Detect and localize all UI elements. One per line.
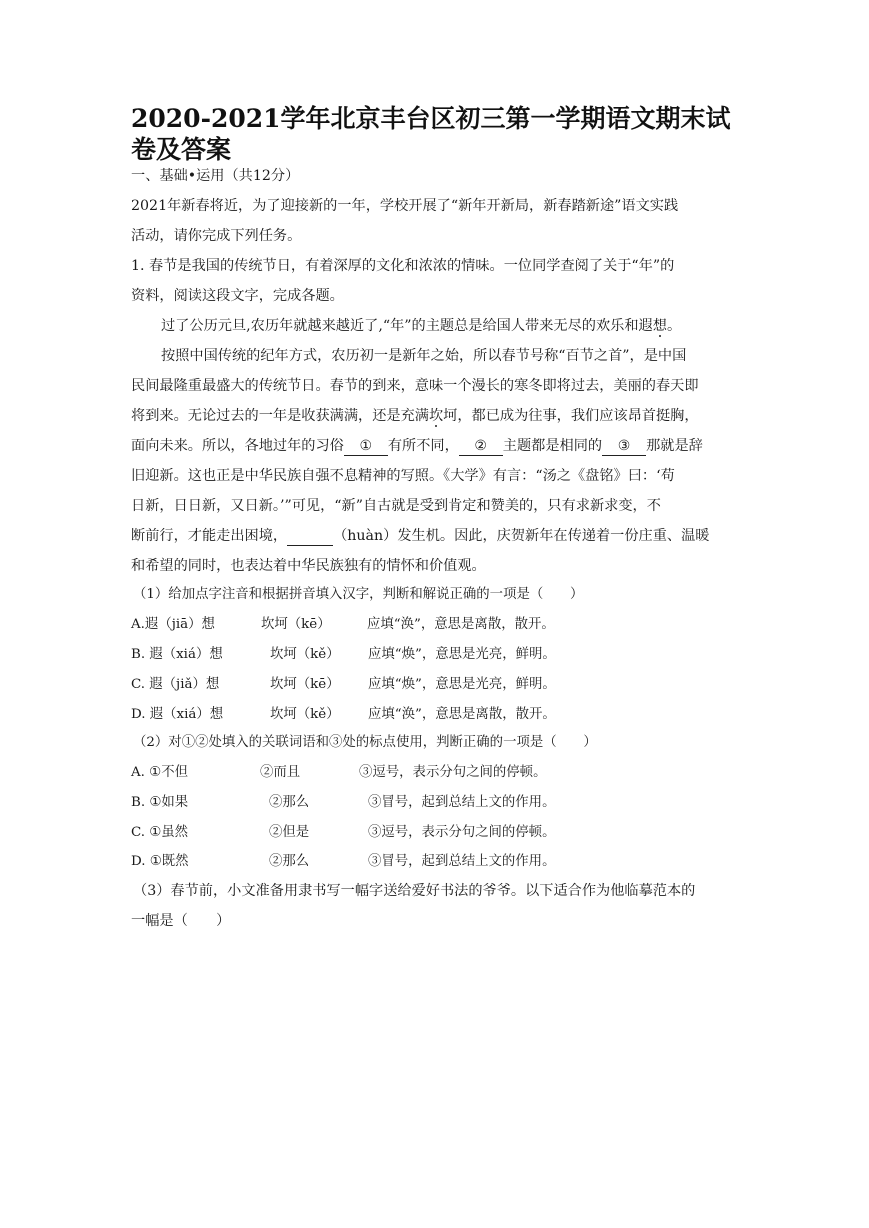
question-1-line-2: 资料，阅读这段文字，完成各题。	[131, 288, 344, 304]
emphasis-char: 想	[652, 318, 667, 334]
passage-line-4: 将到来。无论过去的一年是收获满满，还是充满坎坷，都已成为往事，我们应该昂首挺胸，	[131, 408, 699, 424]
passage-line-3: 民间最隆重最盛大的传统节日。春节的到来，意味一个漫长的寒冬即将过去，美丽的春天即	[131, 378, 699, 394]
sub-question-3-line-2: 一幅是（ ）	[131, 913, 231, 929]
fill-blank-1: ①	[344, 438, 388, 456]
sub-question-2-stem: （2）对①②处填入的关联词语和③处的标点使用，判断正确的一项是（ ）	[133, 735, 597, 750]
sub-question-3-line-1: （3）春节前，小文准备用隶书写一幅字送给爱好书法的爷爷。以下适合作为他临摹范本的	[133, 883, 696, 899]
emphasis-char: 坎	[428, 408, 444, 424]
passage-line-2: 按照中国传统的纪年方式，农历初一是新年之始，所以春节号称“百节之首”，是中国	[161, 348, 687, 364]
passage-line-1: 过了公历元旦,农历年就越来越近了,“年”的主题总是给国人带来无尽的欢乐和遐想。	[161, 318, 682, 334]
exam-page: 2020-2021学年北京丰台区初三第一学期语文期末试卷及答案 一、基础•运用（共12分） 2021年新春将近，为了迎接新的一年，学校开展了“新年开新局，新春踏新途”语文实践 活动，请你完成下列任务。 1. 春节是我国的传统节日，有着深厚的文化和浓浓的情味。一位同学查阅了关于“年”的 资料，阅读这段文字，完成各题。 过了公历元旦,农历年就越来越近了,“年”的主题总是给国人带来无尽的欢乐和遐想。 按照中国传统的纪年方式，农历初一是新年之始，所以春节号称“百节之首”，是中国 民间最隆重最盛大的传统节日。春节的到来，意味一个漫长的寒冬即将过去，美丽的春天即 将到来。无论过去的一年是收获满满，还是充满坎坷，都已成为往事，我们应该昂首挺胸， 面向未来。所以，各地过年的习俗 ① 有所不同， ② 主题都是相同的 ③ 那就是辞 旧迎新。这也正是中华民族自强不息精神的写照。《大学》有言：“汤之《盘铭》曰：‘苟 日新，日日新，又日新。’”可见，“新”自古就是受到肯定和赞美的，只有求新求变，不 断前行，才能走出困境， （huàn）发生机。因此，庆贺新年在传递着一份庄重、温暖 和希望的同时，也表达着中华民族独有的情怀和价值观。 （1）给加点字注音和根据拼音填入汉字，判断和解说正确的一项是（ ） A.遐（jiā）想 坎坷（kē） 应填“涣”，意思是离散，散开。 B. 遐（xiá）想 坎坷（kě） 应填“焕”，意思是光亮，鲜明。 C. 遐（jiǎ）想 坎坷（kē） 应填“焕”，意思是光亮，鲜明。 D. 遐（xiá）想 坎坷（kě） 应填“涣”，意思是离散，散开。 （2）对①②处填入的关联词语和③处的标点使用，判断正确的一项是（ ） A. ①不但 ②而且 ③逗号，表示分句之间的停顿。 B. ①如果 ②那么 ③冒号，起到总结上文的作用。 C. ①虽然 ②但是 ③逗号，表示分句之间的停顿。 D. ①既然 ②那么 ③冒号，起到总结上文的作用。 （3）春节前，小文准备用隶书写一幅字送给爱好书法的爷爷。以下适合作为他临摹范本的 一幅是（ ）	[0, 0, 869, 1228]
fill-blank-huan	[287, 528, 333, 546]
intro-line-1: 2021年新春将近，为了迎接新的一年，学校开展了“新年开新局，新春踏新途”语文实践	[131, 198, 679, 214]
passage-line-8: 断前行，才能走出困境， （huàn）发生机。因此，庆贺新年在传递着一份庄重、温暖	[131, 528, 710, 544]
passage-line-5: 面向未来。所以，各地过年的习俗 ① 有所不同， ② 主题都是相同的 ③ 那就是辞	[131, 438, 703, 454]
question-1-line-1: 1. 春节是我国的传统节日，有着深厚的文化和浓浓的情味。一位同学查阅了关于“年”的	[131, 258, 675, 274]
sub-question-1-stem: （1）给加点字注音和根据拼音填入汉字，判断和解说正确的一项是（ ）	[133, 587, 584, 602]
page-title: 2020-2021学年北京丰台区初三第一学期语文期末试卷及答案	[131, 104, 731, 164]
fill-blank-2: ②	[459, 438, 503, 456]
section-heading: 一、基础•运用（共12分）	[131, 168, 300, 184]
passage-line-9: 和希望的同时，也表达着中华民族独有的情怀和价值观。	[131, 558, 486, 574]
passage-line-7: 日新，日日新，又日新。’”可见，“新”自古就是受到肯定和赞美的，只有求新求变，不	[131, 498, 661, 514]
fill-blank-3: ③	[602, 438, 646, 456]
passage-line-6: 旧迎新。这也正是中华民族自强不息精神的写照。《大学》有言：“汤之《盘铭》曰：‘苟	[131, 468, 675, 484]
intro-line-2: 活动，请你完成下列任务。	[131, 228, 302, 244]
